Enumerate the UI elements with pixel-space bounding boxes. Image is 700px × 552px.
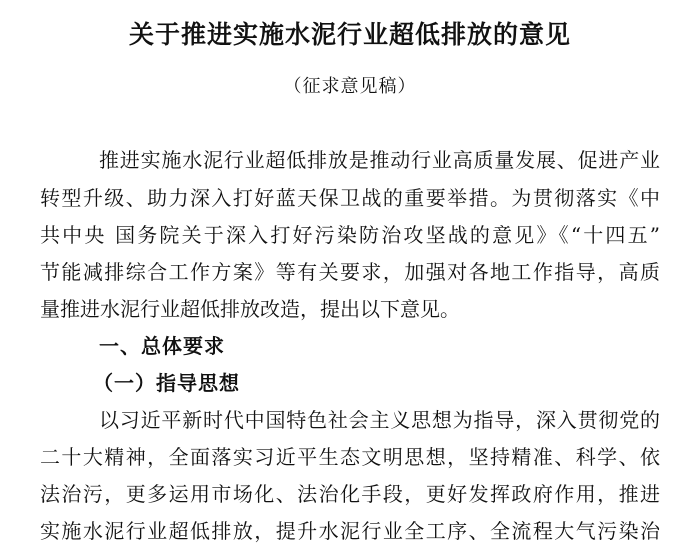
subsection-heading: （一）指导思想: [93, 371, 240, 395]
paragraph-line: 量推进水泥行业超低排放改造，提出以下意见。: [40, 297, 460, 321]
paragraph-line: 推进实施水泥行业超低排放是推动行业高质量发展、促进产业: [99, 148, 660, 172]
paragraph-line: 节能减排综合工作方案》等有关要求，加强对各地工作指导，高质: [40, 260, 660, 284]
paragraph-line: 共中央 国务院关于深入打好污染防治攻坚战的意见》《“十四五”: [40, 223, 660, 247]
paragraph-line: 转型升级、助力深入打好蓝天保卫战的重要举措。为贯彻落实《中: [40, 186, 660, 210]
document-title: 关于推进实施水泥行业超低排放的意见: [128, 20, 571, 49]
paragraph-line: 二十大精神，全面落实习近平生态文明思想，坚持精准、科学、依: [40, 445, 660, 469]
paragraph-line: 实施水泥行业超低排放，提升水泥行业全工序、全流程大气污染治: [40, 519, 660, 543]
document-subtitle: （征求意见稿）: [283, 76, 417, 97]
paragraph-line: 法治污，更多运用市场化、法治化手段，更好发挥政府作用，推进: [40, 482, 660, 506]
paragraph-line: 以习近平新时代中国特色社会主义思想为指导，深入贯彻党的: [99, 408, 660, 432]
section-heading: 一、总体要求: [99, 334, 225, 358]
